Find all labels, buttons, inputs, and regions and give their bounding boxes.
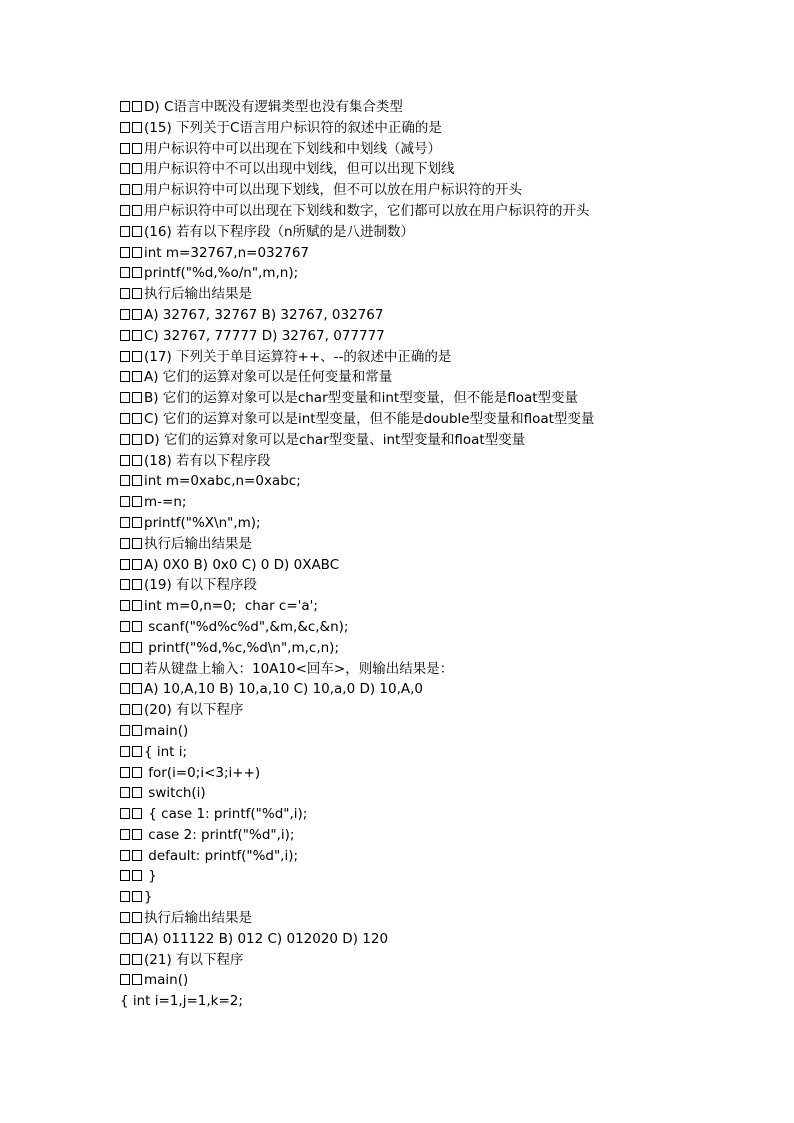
missing-glyph-box-icon — [132, 663, 142, 674]
text-line — [120, 409, 780, 430]
missing-glyph-box-icon — [132, 767, 142, 778]
missing-glyph-box-icon — [132, 954, 142, 965]
line-text: for(i=0;i<3;i++) — [144, 764, 261, 781]
text-line — [120, 451, 780, 472]
missing-glyph-box-icon — [132, 475, 142, 486]
line-text: switch(i) — [144, 785, 206, 802]
text-line — [120, 471, 780, 492]
line-text: default: printf("%d",i); — [144, 847, 299, 864]
missing-glyph-box-icon — [132, 205, 142, 216]
missing-glyph-box-icon — [132, 330, 142, 341]
missing-glyph-box-icon — [120, 122, 130, 133]
line-text: (21) 有以下程序 — [144, 951, 244, 968]
line-text: printf("%d,%o/n",m,n); — [144, 265, 299, 282]
missing-glyph-box-icon — [120, 704, 130, 715]
missing-glyph-box-icon — [132, 413, 142, 424]
line-text: D) 它们的运算对象可以是char型变量、int型变量和float型变量 — [144, 431, 526, 448]
missing-glyph-box-icon — [132, 351, 142, 362]
missing-glyph-box-icon — [132, 538, 142, 549]
line-text: main() — [144, 722, 189, 739]
missing-glyph-box-icon — [132, 122, 142, 133]
text-line — [120, 326, 780, 347]
text-line — [120, 638, 780, 659]
missing-glyph-box-icon — [120, 101, 130, 112]
text-line — [120, 513, 780, 534]
missing-glyph-box-icon — [120, 413, 130, 424]
text-line — [120, 825, 780, 846]
line-text: A) 32767, 32767 B) 32767, 032767 — [144, 306, 384, 323]
missing-glyph-box-icon — [120, 267, 130, 278]
line-text: { case 1: printf("%d",i); — [144, 806, 308, 823]
line-text: case 2: printf("%d",i); — [144, 826, 295, 843]
text-line — [120, 991, 780, 1012]
missing-glyph-box-icon — [132, 642, 142, 653]
text-line — [120, 970, 780, 991]
missing-glyph-box-icon — [120, 247, 130, 258]
missing-glyph-box-icon — [132, 143, 142, 154]
missing-glyph-box-icon — [132, 309, 142, 320]
missing-glyph-box-icon — [132, 933, 142, 944]
missing-glyph-box-icon — [120, 600, 130, 611]
missing-glyph-box-icon — [132, 559, 142, 570]
text-line — [120, 222, 780, 243]
line-text: A) 011122 B) 012 C) 012020 D) 120 — [144, 930, 389, 947]
missing-glyph-box-icon — [132, 288, 142, 299]
missing-glyph-box-icon — [132, 517, 142, 528]
missing-glyph-box-icon — [120, 538, 130, 549]
missing-glyph-box-icon — [120, 351, 130, 362]
text-line — [120, 763, 780, 784]
line-text: C) 32767, 77777 D) 32767, 077777 — [144, 327, 385, 344]
text-line — [120, 721, 780, 742]
missing-glyph-box-icon — [120, 850, 130, 861]
text-line — [120, 430, 780, 451]
text-line — [120, 347, 780, 368]
missing-glyph-box-icon — [120, 559, 130, 570]
line-text: int m=0xabc,n=0xabc; — [144, 473, 301, 490]
missing-glyph-box-icon — [120, 974, 130, 985]
line-text: } — [144, 889, 153, 906]
missing-glyph-box-icon — [132, 392, 142, 403]
line-text: int m=0,n=0; char c='a'; — [144, 598, 318, 615]
missing-glyph-box-icon — [132, 267, 142, 278]
line-text: C) 它们的运算对象可以是int型变量，但不能是double型变量和float型变量 — [144, 410, 595, 427]
missing-glyph-box-icon — [132, 247, 142, 258]
missing-glyph-box-icon — [120, 392, 130, 403]
line-text: printf("%d,%c,%d\n",m,c,n); — [144, 639, 339, 656]
missing-glyph-box-icon — [120, 226, 130, 237]
missing-glyph-box-icon — [120, 663, 130, 674]
text-line — [120, 534, 780, 555]
text-line — [120, 929, 780, 950]
missing-glyph-box-icon — [132, 371, 142, 382]
missing-glyph-box-icon — [120, 579, 130, 590]
text-line — [120, 180, 780, 201]
missing-glyph-box-icon — [132, 912, 142, 923]
missing-glyph-box-icon — [132, 704, 142, 715]
missing-glyph-box-icon — [132, 808, 142, 819]
missing-glyph-box-icon — [120, 787, 130, 798]
text-line — [120, 243, 780, 264]
text-line — [120, 159, 780, 180]
line-text: 执行后输出结果是 — [144, 286, 252, 303]
missing-glyph-box-icon — [120, 309, 130, 320]
text-line — [120, 367, 780, 388]
missing-glyph-box-icon — [120, 496, 130, 507]
missing-glyph-box-icon — [132, 434, 142, 445]
missing-glyph-box-icon — [132, 683, 142, 694]
text-line — [120, 700, 780, 721]
text-line — [120, 659, 780, 680]
missing-glyph-box-icon — [120, 808, 130, 819]
line-text: 用户标识符中可以出现在下划线和数字，它们都可以放在用户标识符的开头 — [144, 202, 590, 219]
line-text: D) C语言中既没有逻辑类型也没有集合类型 — [144, 99, 403, 115]
line-text: { int i; — [144, 743, 188, 760]
text-line — [120, 679, 780, 700]
missing-glyph-box-icon — [120, 143, 130, 154]
text-line — [120, 804, 780, 825]
missing-glyph-box-icon — [132, 870, 142, 881]
text-line — [120, 305, 780, 326]
text-line — [120, 97, 780, 118]
text-line — [120, 596, 780, 617]
line-text: (15) 下列关于C语言用户标识符的叙述中正确的是 — [144, 119, 442, 136]
missing-glyph-box-icon — [120, 517, 130, 528]
line-text: main() — [144, 972, 189, 989]
line-text: (16) 若有以下程序段（n所赋的是八进制数） — [144, 223, 415, 240]
missing-glyph-box-icon — [132, 579, 142, 590]
missing-glyph-box-icon — [120, 184, 130, 195]
missing-glyph-box-icon — [132, 787, 142, 798]
text-line — [120, 887, 780, 908]
line-text: m-=n; — [144, 494, 187, 511]
document-body — [120, 97, 780, 1012]
missing-glyph-box-icon — [120, 371, 130, 382]
text-line — [120, 555, 780, 576]
missing-glyph-box-icon — [132, 101, 142, 112]
text-line — [120, 783, 780, 804]
missing-glyph-box-icon — [132, 850, 142, 861]
line-text: printf("%X\n",m); — [144, 514, 261, 531]
text-line — [120, 950, 780, 971]
missing-glyph-box-icon — [120, 330, 130, 341]
text-line — [120, 846, 780, 867]
missing-glyph-box-icon — [132, 226, 142, 237]
missing-glyph-box-icon — [132, 455, 142, 466]
line-text: 若从键盘上输入：10A10<回车>，则输出结果是： — [144, 660, 454, 677]
missing-glyph-box-icon — [120, 642, 130, 653]
line-text: (20) 有以下程序 — [144, 702, 244, 719]
text-line — [120, 575, 780, 596]
text-line — [120, 866, 780, 887]
line-text: int m=32767,n=032767 — [144, 244, 309, 261]
text-line — [120, 139, 780, 160]
text-line — [120, 742, 780, 763]
missing-glyph-box-icon — [120, 870, 130, 881]
line-text: (18) 若有以下程序段 — [144, 452, 271, 469]
text-line — [120, 263, 780, 284]
missing-glyph-box-icon — [120, 205, 130, 216]
missing-glyph-box-icon — [132, 163, 142, 174]
missing-glyph-box-icon — [120, 475, 130, 486]
missing-glyph-box-icon — [132, 974, 142, 985]
missing-glyph-box-icon — [132, 725, 142, 736]
text-line — [120, 201, 780, 222]
line-text: 执行后输出结果是 — [144, 910, 252, 927]
line-text: } — [144, 868, 157, 885]
text-line — [120, 908, 780, 929]
line-text: (19) 有以下程序段 — [144, 577, 258, 594]
text-line — [120, 617, 780, 638]
text-line — [120, 388, 780, 409]
text-line — [120, 284, 780, 305]
missing-glyph-box-icon — [132, 496, 142, 507]
line-text: (17) 下列关于单目运算符++、--的叙述中正确的是 — [144, 348, 452, 365]
line-text: { int i=1,j=1,k=2; — [120, 993, 243, 1010]
missing-glyph-box-icon — [120, 288, 130, 299]
missing-glyph-box-icon — [120, 933, 130, 944]
missing-glyph-box-icon — [120, 725, 130, 736]
missing-glyph-box-icon — [120, 829, 130, 840]
missing-glyph-box-icon — [132, 829, 142, 840]
missing-glyph-box-icon — [132, 746, 142, 757]
missing-glyph-box-icon — [120, 912, 130, 923]
line-text: scanf("%d%c%d",&m,&c,&n); — [144, 618, 349, 635]
missing-glyph-box-icon — [120, 621, 130, 632]
missing-glyph-box-icon — [120, 163, 130, 174]
missing-glyph-box-icon — [120, 891, 130, 902]
text-line — [120, 492, 780, 513]
line-text: B) 它们的运算对象可以是char型变量和int型变量，但不能是float型变量 — [144, 390, 579, 407]
text-line — [120, 118, 780, 139]
line-text: 执行后输出结果是 — [144, 535, 252, 552]
missing-glyph-box-icon — [120, 683, 130, 694]
missing-glyph-box-icon — [120, 954, 130, 965]
missing-glyph-box-icon — [132, 184, 142, 195]
missing-glyph-box-icon — [132, 891, 142, 902]
line-text: A) 它们的运算对象可以是任何变量和常量 — [144, 369, 393, 386]
missing-glyph-box-icon — [120, 746, 130, 757]
missing-glyph-box-icon — [120, 455, 130, 466]
line-text: A) 0X0 B) 0x0 C) 0 D) 0XABC — [144, 556, 340, 573]
line-text: 用户标识符中可以出现在下划线和中划线（减号） — [144, 140, 441, 157]
line-text: 用户标识符中不可以出现中划线，但可以出现下划线 — [144, 161, 455, 178]
line-text: 用户标识符中可以出现下划线，但不可以放在用户标识符的开头 — [144, 182, 522, 199]
missing-glyph-box-icon — [132, 621, 142, 632]
missing-glyph-box-icon — [132, 600, 142, 611]
missing-glyph-box-icon — [120, 434, 130, 445]
missing-glyph-box-icon — [120, 767, 130, 778]
line-text: A) 10,A,10 B) 10,a,10 C) 10,a,0 D) 10,A,0 — [144, 681, 424, 698]
